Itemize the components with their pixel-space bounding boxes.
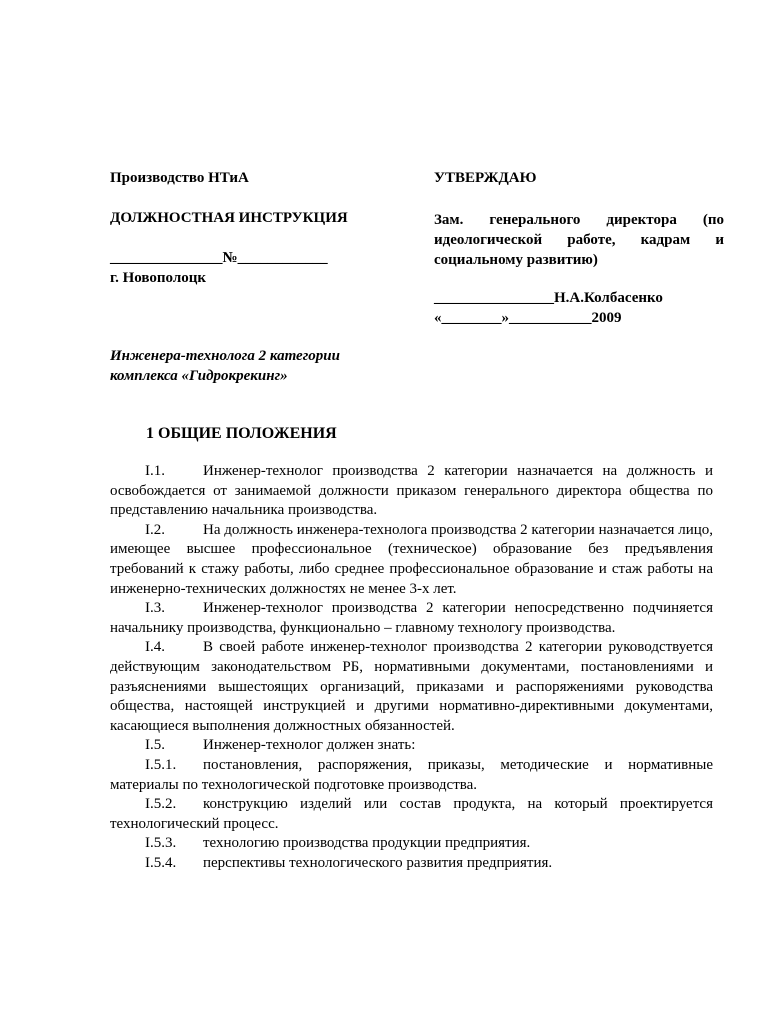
paragraph [110,736,713,756]
paragraph-text: постановления, распоряжения, приказы, методические и нормативные материалы по технологической подготовке производства. [110,756,713,793]
paragraph [110,795,713,834]
city-name: г. Новополоцк [110,270,207,286]
paragraph [110,521,713,599]
document-type-title: ДОЛЖНОСТНАЯ ИНСТРУКЦИЯ [110,210,348,226]
paragraph-number: I.3. [145,600,165,617]
paragraph [110,756,713,795]
paragraph-number: I.2. [145,521,165,538]
paragraph-number: I.5.4. [145,854,177,871]
paragraph [110,854,713,874]
paragraph [110,834,713,854]
paragraph [110,599,713,638]
paragraph [110,462,713,521]
section-body [110,462,713,873]
paragraph-text: Инженер-технолог должен знать: [203,737,416,754]
paragraph-number: I.5.1. [145,756,177,773]
position-title-line1: Инженера-технолога 2 категории [110,348,340,364]
paragraph-text: Инженер-технолог производства 2 категории непосредственно подчиняется начальнику производства, функционально – главному технологу производства. [110,600,713,636]
document-number-line: _______________№____________ [110,250,328,266]
paragraph-number: I.5. [145,737,165,754]
paragraph-number: I.5.3. [145,835,177,852]
approver-signature-line: ________________Н.А.Колбасенко [434,290,663,306]
organization-name: Производство НТиА [110,170,249,186]
paragraph-text: перспективы технологического развития предприятия. [203,854,553,871]
paragraph-text: В своей работе инженер-технолог производства 2 категории руководствуется действующим законодательством РБ, нормативными документами, постановлениями и разъяснениями вышестоящих организаций, приказами и распоряжениями руководства общества, настоящей инструкцией и другими нормативно-директивными документами, касающиеся выполнения должностных обязанностей. [110,639,713,734]
paragraph-number: I.1. [145,463,165,479]
approval-stamp-title: УТВЕРЖДАЮ [434,170,537,186]
paragraph-text: Инженер-технолог производства 2 категории назначается на должность и освобождается от занимаемой должности приказом генерального директора общества по представлению начальника производства. [110,463,713,519]
paragraph-text: На должность инженера-технолога производства 2 категории назначается лицо, имеющее высшее профессиональное (техническое) образование без предъявления требований к стажу работы, либо среднее профессиональное образование и стаж работы на инженерно-технических должностях не менее 3-х лет. [110,521,713,597]
position-title-line2: комплекса «Гидрокрекинг» [110,368,288,384]
paragraph-number: I.4. [145,639,165,656]
approver-title: Зам. генерального директора (по идеологической работе, кадрам и социальному развитию) [434,212,724,268]
paragraph [110,638,713,736]
approval-date-line: «________»___________2009 [434,310,622,326]
paragraph-text: технологию производства продукции предприятия. [203,835,531,852]
paragraph-text: конструкцию изделий или состав продукта, на который проектируется технологический процесс. [110,796,713,832]
section-heading: 1 ОБЩИЕ ПОЛОЖЕНИЯ [146,425,337,442]
paragraph-number: I.5.2. [145,796,177,813]
